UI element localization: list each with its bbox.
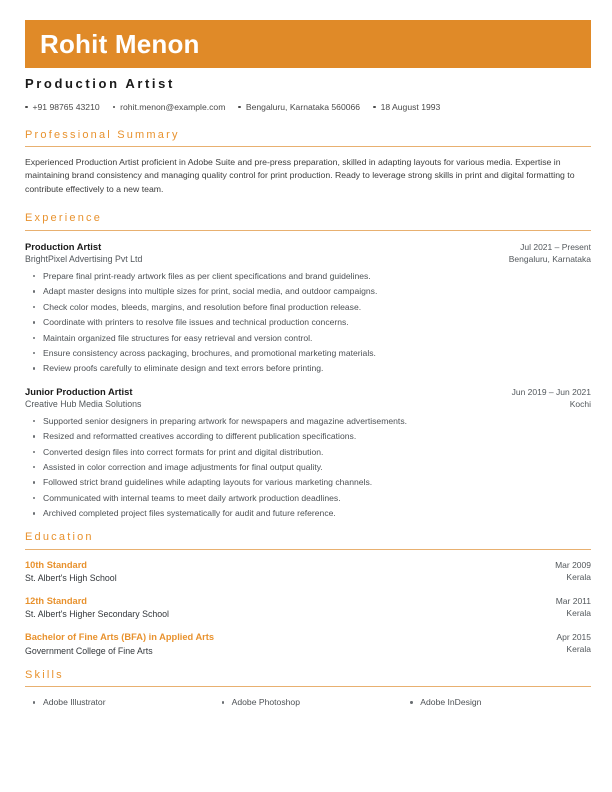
contact-email (113, 102, 226, 113)
contact-phone (25, 102, 100, 113)
education-entry-header (25, 595, 591, 621)
education-entry-right (557, 631, 592, 656)
education-location: Kerala (566, 608, 591, 619)
education-entry-left (25, 631, 214, 657)
list-item: Adobe Illustrator (25, 696, 214, 708)
education-school: St. Albert's Higher Secondary School (25, 609, 169, 620)
education-location: Kerala (566, 644, 591, 655)
education-date: Apr 2015 (556, 632, 591, 643)
experience-entry-right (509, 241, 591, 266)
experience-role: Production Artist (25, 240, 102, 252)
education-degree: Bachelor of Fine Arts (BFA) in Applied Arts (25, 632, 215, 643)
section-experience (25, 212, 591, 519)
experience-location: Kochi (569, 398, 591, 409)
list-item: Review proofs carefully to eliminate design and text errors before printing. (25, 362, 591, 374)
list-item: Adobe Photoshop (214, 696, 403, 708)
education-entry-header (25, 631, 591, 657)
experience-entry-left (25, 240, 142, 266)
section-title-education: Education (25, 531, 94, 544)
contact-email-text: rohit.menon@example.com (120, 101, 226, 112)
experience-role: Junior Production Artist (25, 385, 133, 397)
education-date: Mar 2009 (555, 559, 591, 570)
name-banner (25, 20, 591, 68)
experience-bullet-list (25, 270, 591, 375)
education-entry-right (556, 595, 591, 620)
list-item: Converted design files into correct formats for print and digital distribution. (25, 446, 591, 458)
contact-birthdate (373, 102, 440, 113)
section-title-skills: Skills (25, 669, 64, 682)
contact-address (238, 102, 360, 113)
list-item: Resized and reformatted creatives according to different publication specifications. (25, 430, 591, 442)
bullet-dot-icon (373, 106, 376, 109)
education-entry (25, 595, 591, 621)
education-degree: 12th Standard (25, 595, 87, 606)
experience-entry-left (25, 385, 141, 411)
experience-dates: Jun 2019 – Jun 2021 (511, 386, 591, 397)
contact-line (25, 102, 591, 113)
contact-address-text: Bengaluru, Karnataka 560066 (245, 101, 361, 112)
list-item: Communicated with internal teams to meet daily artwork production deadlines. (25, 492, 591, 504)
list-item: Assisted in color correction and image adjustments for final output quality. (25, 461, 591, 473)
experience-dates: Jul 2021 – Present (520, 241, 591, 252)
education-entry-left (25, 559, 117, 585)
bullet-dot-icon (113, 106, 116, 109)
experience-entry-right (512, 386, 591, 411)
experience-entry (25, 385, 591, 520)
resume-content (25, 76, 591, 714)
summary-text: Experienced Production Artist proficient in Adobe Suite and pre-press preparation, skilled in adapting layouts for various media. Expertise in maintaining brand consistency and managing quality control for print production. Ready to leverage strong skills in print and digital formatting to contribute effectively to a new team. (25, 156, 575, 194)
skills-grid (25, 696, 591, 711)
list-item: Maintain organized file structures for easy retrieval and version control. (25, 332, 591, 344)
experience-company: Creative Hub Media Solutions (25, 399, 142, 410)
experience-entry-header (25, 240, 591, 266)
experience-entry (25, 240, 591, 375)
list-item: Prepare final print-ready artwork files as per client specifications and brand guidelines. (25, 270, 591, 282)
section-professional-summary (25, 129, 591, 197)
list-item: Followed strict brand guidelines while adapting layouts for various marketing channels. (25, 476, 591, 488)
education-school: St. Albert's High School (25, 573, 117, 584)
list-item: Ensure consistency across packaging, brochures, and promotional marketing materials. (25, 347, 591, 359)
education-entry-header (25, 559, 591, 585)
section-divider (25, 146, 591, 147)
section-title-experience: Experience (25, 212, 103, 225)
list-item: Adobe InDesign (402, 696, 591, 708)
contact-phone-text: +91 98765 43210 (32, 101, 100, 112)
education-degree: 10th Standard (25, 559, 87, 570)
list-item: Archived completed project files systematically for audit and future reference. (25, 507, 591, 519)
list-item: Coordinate with printers to resolve file issues and technical production concerns. (25, 316, 591, 328)
list-item: Check color modes, bleeds, margins, and resolution before final production release. (25, 301, 591, 313)
education-location: Kerala (566, 571, 591, 582)
education-entry-left (25, 595, 169, 621)
experience-entry-header (25, 385, 591, 411)
list-item: Adapt master designs into multiple sizes for print, social media, and outdoor campaigns. (25, 285, 591, 297)
list-item: Supported senior designers in preparing artwork for newspapers and magazine advertisements. (25, 415, 591, 427)
education-entry-right (555, 559, 591, 584)
education-entry (25, 559, 591, 585)
section-divider (25, 230, 591, 231)
section-title-summary: Professional Summary (25, 128, 180, 141)
experience-company: BrightPixel Advertising Pvt Ltd (25, 254, 143, 265)
contact-birthdate-text: 18 August 1993 (380, 101, 441, 112)
experience-location: Bengaluru, Karnataka (508, 253, 591, 264)
education-date: Mar 2011 (555, 595, 591, 606)
section-education (25, 531, 591, 657)
bullet-dot-icon (238, 106, 241, 109)
section-divider (25, 549, 591, 550)
candidate-job-title: Production Artist (25, 76, 175, 91)
section-divider (25, 686, 591, 687)
education-school: Government College of Fine Arts (25, 645, 153, 656)
candidate-name: Rohit Menon (40, 29, 200, 59)
section-skills (25, 669, 591, 712)
bullet-dot-icon (25, 106, 28, 109)
education-entry (25, 631, 591, 657)
experience-bullet-list (25, 415, 591, 520)
